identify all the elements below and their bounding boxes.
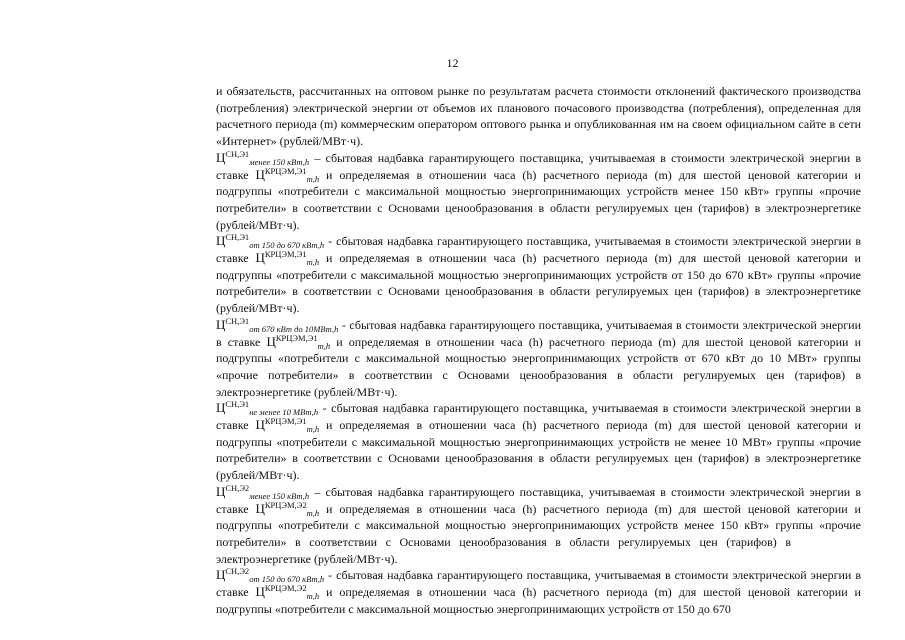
formula-symbol: $Ц^{КРЦЭМ,Э1}_{m,h}$: [255, 416, 320, 435]
formula-symbol: $Ц^{КРЦЭМ,Э2}_{m,h}$: [255, 583, 320, 602]
definition-text: – сбытовая надбавка гарантирующего поставщика, учитываемая в стоимости электрической энергии в ставке: [216, 484, 861, 516]
page-number: 12: [446, 56, 459, 70]
formula-symbol: $Ц^{СН,Э1}_{от 670 кВт до 10МВт,h}$: [216, 315, 339, 334]
definition-text: - сбытовая надбавка гарантирующего поставщика, учитываемая в стоимости электрической энергии в ставке: [216, 234, 861, 266]
definition-paragraph: [216, 400, 861, 484]
definition-text: электроэнергетике (рублей/МВт·ч).: [216, 551, 398, 566]
formula-symbol: $Ц^{КРЦЭМ,Э1}_{m,h}$: [255, 165, 320, 184]
definition-text: и определяемая в отношении часа (h) расчетного периода (m) для шестой ценовой категории и подгруппы «потребители с максимальной мощностью энергопринимающих устройств не менее 10 МВт» группы «прочие потребители» в соответствии с Основами ценообразования в области регулируемых цен (тарифов) в электроэнергетике (рублей/МВт·ч).: [216, 418, 861, 483]
definition-text: и определяемая в отношении часа (h) расчетного периода (m) для шестой ценовой категории и подгруппы «потребители с максимальной мощностью энергопринимающих устройств от 670 кВт до 10 МВт» группы «прочие потребители» в соответствии с Основами ценообразования в области регулируемых цен (тарифов) в электроэнергетике (рублей/МВт·ч).: [216, 334, 861, 399]
definition-text: – сбытовая надбавка гарантирующего поставщика, учитываемая в стоимости электрической энергии в ставке: [216, 150, 861, 182]
definition-text: - сбытовая надбавка гарантирующего поставщика, учитываемая в стоимости электрической энергии в ставке: [216, 401, 861, 433]
definition-paragraph: [216, 484, 861, 568]
formula-symbol: $Ц^{КРЦЭМ,Э2}_{m,h}$: [255, 499, 320, 518]
definition-text: и определяемая в отношении часа (h) расчетного периода (m) для шестой ценовой категории и подгруппы «потребители с максимальной мощностью энергопринимающих устройств менее 150 кВт» группы «прочие потребители» в соответствии с Основами ценообразования в области регулируемых цен (тарифов) в электроэнергетике (рублей/МВт·ч).: [216, 167, 861, 232]
definition-text: и определяемая в отношении часа (h) расчетного периода (m) для шестой ценовой категории и подгруппы «потребители с максимальной мощностью энергопринимающих устройств менее 150 кВт» группы «прочие потребители» в соответствии с Основами ценообразования в области регулируемых цен (тарифов) в: [216, 501, 861, 549]
formula-symbol: $Ц^{СН,Э1}_{от 150 до 670 кВт,h}$: [216, 232, 325, 251]
definition-paragraph: [216, 150, 861, 234]
definition-paragraph: [216, 317, 861, 401]
formula-symbol: $Ц^{СН,Э2}_{от 150 до 670 кВт,h}$: [216, 566, 325, 585]
formula-symbol: $Ц^{КРЦЭМ,Э1}_{m,h}$: [266, 332, 331, 351]
definition-text: - сбытовая надбавка гарантирующего поставщика, учитываемая в стоимости электрической энергии в ставке: [216, 317, 861, 349]
formula-symbol: $Ц^{СН,Э1}_{не менее 10 МВт,h}$: [216, 399, 319, 418]
definition-text: и определяемая в отношении часа (h) расчетного периода (m) для шестой ценовой категории и подгруппы «потребители с максимальной мощностью энергопринимающих устройств от 150 до 670: [216, 585, 861, 616]
document-body: [216, 83, 861, 618]
definition-text: - сбытовая надбавка гарантирующего поставщика, учитываемая в стоимости электрической энергии в ставке: [216, 568, 861, 600]
paragraph-continuation: и обязательств, рассчитанных на оптовом рынке по результатам расчета стоимости отклонений фактического производства (потребления) электрической энергии от объемов их планового почасового производства (потребления), определенная для расчетного периода (m) коммерческим оператором оптового рынка и опубликованная им на своем официальном сайте в сети «Интернет» (рублей/МВт·ч).: [216, 84, 861, 149]
definition-paragraph: [216, 567, 861, 617]
definition-text: и определяемая в отношении часа (h) расчетного периода (m) для шестой ценовой категории и подгруппы «потребители с максимальной мощностью энергопринимающих устройств от 150 до 670 кВт» группы «прочие потребители» в соответствии с Основами ценообразования в области регулируемых цен (тарифов) в электроэнергетике (рублей/МВт·ч).: [216, 251, 861, 316]
formula-symbol: $Ц^{СН,Э2}_{менее 150 кВт,h}$: [216, 482, 310, 501]
definition-paragraph: [216, 233, 861, 317]
formula-symbol: $Ц^{КРЦЭМ,Э1}_{m,h}$: [255, 249, 320, 268]
formula-symbol: $Ц^{СН,Э1}_{менее 150 кВт,h}$: [216, 148, 310, 167]
